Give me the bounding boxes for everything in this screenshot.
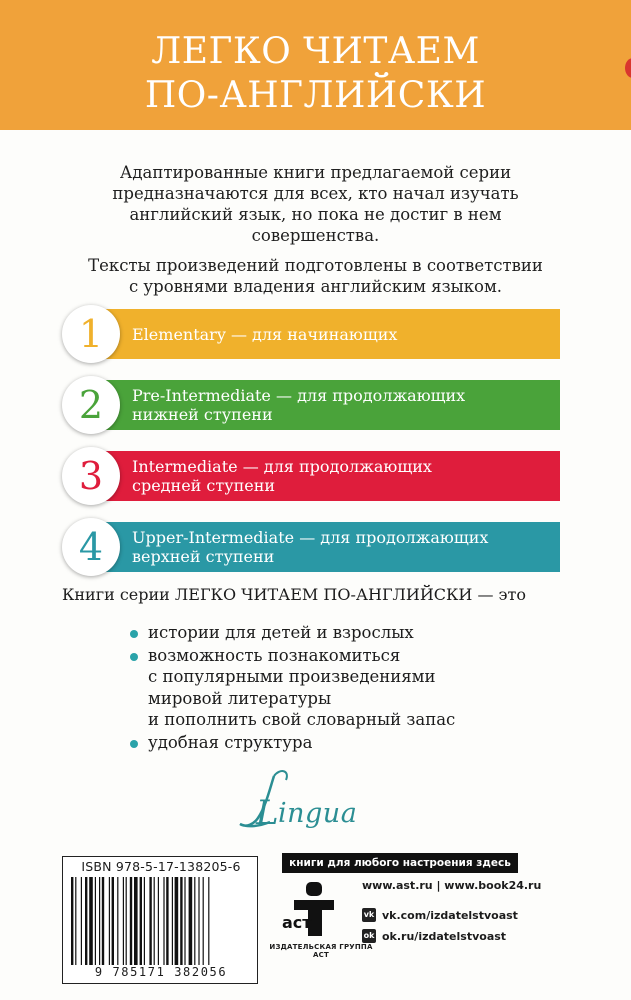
barcode-bar bbox=[99, 877, 100, 965]
intro-line: совершенства. bbox=[251, 226, 380, 245]
barcode-bar bbox=[95, 877, 96, 965]
level-label bbox=[132, 379, 557, 431]
feature-line: и пополнить свой словарный запас bbox=[148, 710, 456, 729]
barcode-bar bbox=[134, 877, 138, 965]
ast-short: аст bbox=[282, 913, 312, 932]
level-number: 3 bbox=[62, 447, 120, 505]
barcode-bar bbox=[117, 877, 118, 965]
intro-line: Адаптированные книги предлагаемой серии bbox=[119, 163, 512, 182]
barcode-bar bbox=[81, 877, 82, 965]
barcode-bar bbox=[163, 877, 164, 965]
barcode-bar bbox=[109, 877, 110, 965]
barcode-bar bbox=[158, 877, 159, 965]
level-label-line: нижней ступени bbox=[132, 405, 273, 424]
barcode-bar bbox=[189, 877, 193, 965]
level-label-line: верхней ступени bbox=[132, 547, 275, 566]
level-label bbox=[132, 308, 557, 360]
intro-text bbox=[60, 162, 571, 306]
barcode-bar bbox=[102, 877, 104, 965]
barcode-bar bbox=[123, 877, 124, 965]
barcode-bar bbox=[75, 877, 76, 965]
levels-list bbox=[62, 308, 560, 592]
level-1 bbox=[62, 308, 560, 360]
barcode-bar bbox=[71, 877, 73, 965]
barcode-bar bbox=[85, 877, 87, 965]
level-number: 4 bbox=[62, 518, 120, 576]
intro-paragraph-2 bbox=[60, 255, 571, 297]
feature-line: с популярными произведениями bbox=[148, 667, 436, 686]
lingua-logo bbox=[236, 766, 386, 840]
barcode-bar bbox=[166, 877, 168, 965]
intro-line: английский язык, но пока не достиг в нем bbox=[129, 205, 502, 224]
level-label-line: средней ступени bbox=[132, 476, 276, 495]
isbn-barcode bbox=[62, 856, 258, 984]
series-description: Книги серии ЛЕГКО ЧИТАЕМ ПО-АНГЛИЙСКИ — это bbox=[62, 585, 526, 604]
barcode-bar bbox=[140, 877, 142, 965]
feature-item bbox=[128, 622, 568, 644]
level-2 bbox=[62, 379, 560, 431]
level-3 bbox=[62, 450, 560, 502]
feature-line: истории для детей и взрослых bbox=[148, 623, 414, 642]
level-number: 2 bbox=[62, 376, 120, 434]
social-ok-link[interactable]: ok.ru/izdatelstvoast bbox=[382, 929, 507, 943]
publisher-tagline: книги для любого настроения здесь bbox=[282, 853, 518, 873]
publisher-caption: ИЗДАТЕЛЬСКАЯ ГРУППА АСТ bbox=[269, 943, 373, 959]
level-label bbox=[132, 450, 557, 502]
isbn-number: ISBN 978-5-17-138205-6 bbox=[81, 859, 241, 874]
level-label-line: Elementary — для начинающих bbox=[132, 324, 398, 344]
feature-list bbox=[128, 622, 568, 754]
intro-line: предназначаются для всех, кто начал изучать bbox=[112, 184, 519, 203]
barcode-bars bbox=[69, 877, 253, 965]
barcode-bar bbox=[175, 877, 179, 965]
barcode-bar bbox=[208, 877, 209, 965]
feature-item bbox=[128, 732, 568, 754]
level-4 bbox=[62, 521, 560, 573]
barcode-bar bbox=[194, 877, 195, 965]
series-title-line-2: ПО-АНГЛИЙСКИ bbox=[144, 75, 487, 116]
barcode-bar bbox=[89, 877, 93, 965]
intro-line: с уровнями владения английским языком. bbox=[128, 277, 503, 296]
level-number: 1 bbox=[62, 305, 120, 363]
level-label-line: Intermediate — для продолжающих bbox=[132, 457, 432, 476]
barcode-bar bbox=[172, 877, 173, 965]
barcode-bar bbox=[203, 877, 204, 965]
vk-icon: vk bbox=[362, 908, 376, 922]
bullet-dot-icon bbox=[130, 740, 138, 748]
level-label bbox=[132, 521, 557, 573]
feature-line: возможность познакомиться bbox=[148, 645, 401, 665]
barcode-bar bbox=[184, 877, 185, 965]
feature-line: мировой литературы bbox=[148, 688, 332, 708]
barcode-bar bbox=[198, 877, 199, 965]
barcode-bar bbox=[180, 877, 182, 965]
bullet-dot-icon bbox=[130, 630, 138, 638]
intro-line: Тексты произведений подготовлены в соответствии bbox=[88, 256, 543, 275]
barcode-bar bbox=[126, 877, 127, 965]
feature-line: удобная структура bbox=[148, 732, 313, 752]
barcode-bar bbox=[144, 877, 145, 965]
ast-mascot-icon bbox=[278, 878, 342, 940]
publisher-websites[interactable]: www.ast.ru | www.book24.ru bbox=[362, 879, 542, 892]
social-vk-link[interactable]: vk.com/izdatelstvoast bbox=[382, 908, 518, 922]
series-title-line-1: ЛЕГКО ЧИТАЕМ bbox=[151, 31, 480, 72]
level-label-line: Pre-Intermediate — для продолжающих bbox=[132, 386, 466, 405]
feature-item bbox=[128, 645, 568, 731]
lingua-initial: L bbox=[256, 793, 279, 833]
ast-logo bbox=[278, 878, 342, 940]
barcode-bar bbox=[130, 877, 132, 965]
barcode-bar bbox=[149, 877, 151, 965]
header-banner bbox=[0, 0, 631, 130]
bullet-dot-icon bbox=[130, 653, 138, 661]
social-vk[interactable] bbox=[362, 908, 518, 922]
lingua-wordmark: ingua bbox=[278, 798, 358, 829]
barcode-bar bbox=[112, 877, 114, 965]
social-ok[interactable] bbox=[362, 929, 506, 943]
level-label-line: Upper-Intermediate — для продолжающих bbox=[132, 528, 489, 547]
series-title bbox=[0, 30, 631, 118]
barcode-bar bbox=[154, 877, 155, 965]
ok-icon: ok bbox=[362, 929, 376, 943]
intro-paragraph-1 bbox=[60, 162, 571, 246]
barcode-digits: 9 785171 382056 bbox=[94, 965, 228, 979]
